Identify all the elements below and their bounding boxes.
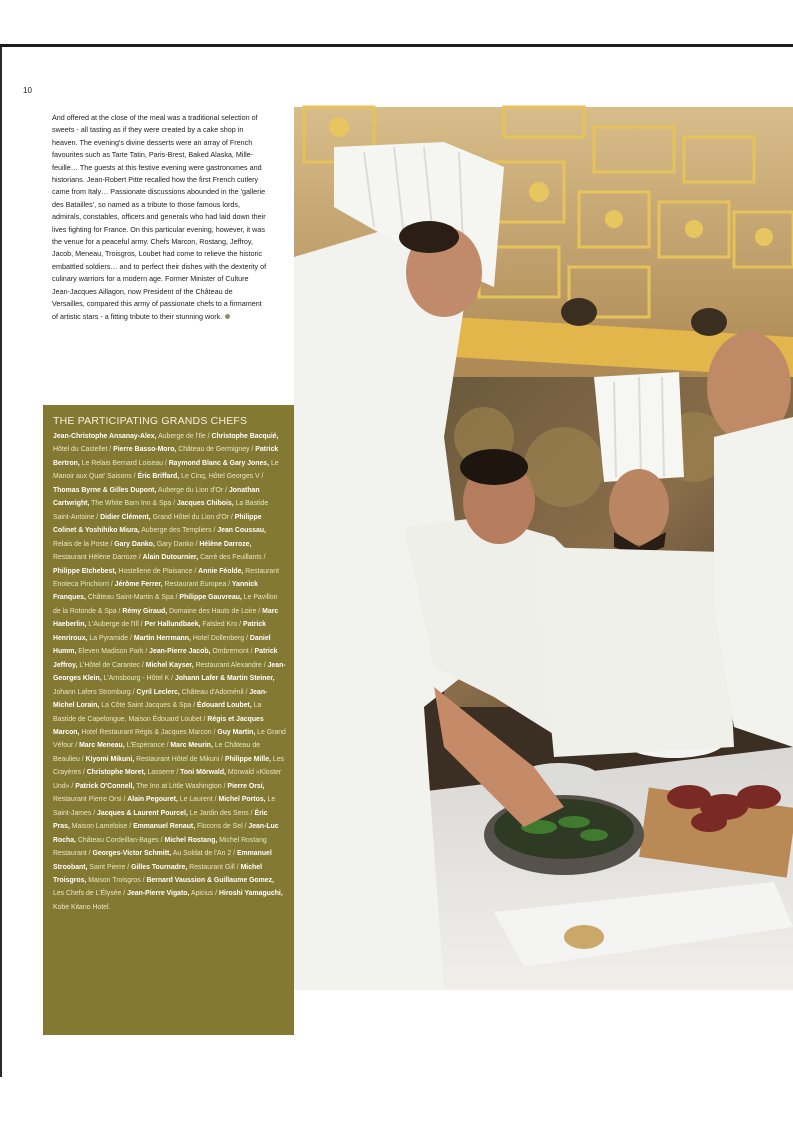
chef-name: Marc Meneau, <box>79 742 125 750</box>
chef-name: Patrick Henriroux, <box>53 621 266 642</box>
chef-restaurant: Restaurant Hôtel de Mikuni <box>136 755 220 763</box>
chef-name: Jean Coussau, <box>217 527 266 535</box>
chef-restaurant: Apicius <box>190 890 214 898</box>
chef-restaurant: Le Laurent <box>179 796 213 804</box>
chef-name: Patrick Bertron, <box>53 446 279 467</box>
chef-name: Alain Dutournier, <box>142 554 199 562</box>
chef-name: Jean-Pierre Jacob, <box>149 648 211 656</box>
chef-name: Jérôme Ferrer, <box>114 580 163 588</box>
chef-restaurant: Restaurant Hélène Darroze <box>53 554 137 562</box>
chef-restaurant: Eleven Madison Park <box>78 648 144 656</box>
chef-name: Michel Portos, <box>218 796 266 804</box>
chef-restaurant: Château Saint-Martin & Spa <box>87 594 174 602</box>
chef-name: Christophe Bacquié, <box>211 433 279 440</box>
chef-restaurant: L'Hôtel de Carantec <box>79 661 140 669</box>
chef-restaurant: Hotel Dollenberg <box>192 634 245 642</box>
chef-restaurant: Hostellerie de Plaisance <box>118 567 193 575</box>
intro-text: And offered at the close of the meal was a traditional selection of sweets - all tasting as if they were created by a cake shop in heaven. The evening's divine desserts were an array of French favourites such as Tarte Tatin, Paris-Brest, Baked Alaska, Mille-feuille… The guests at this festive evening were gastronomes and historians. Jean-Robert Pitte recalled how the first French cutlery came from Italy… Passionate discussions abounded in the 'gallerie des Batailles', so named as a tribute to those famous lords, admirals, constables, officers and generals who had laid down their lives fighting for France. On this particular evening, however, it was the venue for a peaceful army. Chefs Marcon, Rostang, Jeffroy, Jacob, Meneau, Troisgros, Loubet had come to relieve the historic embattled soldiers… and to perfect their dishes with the dexterity of culinary warriors for a modern age. Former Minister of Culture Jean-Jacques Aillagon, now President of the Château de Versailles, compared this army of passionate chefs to a firmament of artistic stars - a fitting tribute to their stunning work. <box>52 113 267 321</box>
chef-restaurant: Restaurant Pierre Orsi <box>53 796 122 804</box>
chef-name: Georges-Victor Schmitt, <box>92 850 172 858</box>
chef-restaurant: La Bastide Saint-Antoine <box>53 500 269 521</box>
chef-restaurant: Les Chefs de L'Élysée <box>53 890 122 898</box>
chef-name: Régis et Jacques Marcon, <box>53 715 264 736</box>
chef-name: Jonathan Cartwright, <box>53 486 260 508</box>
chef-name: Jean-Michel Lorain, <box>53 688 268 710</box>
chef-restaurant: La Bastide de Capelongue, Maison Édouard Loubet <box>53 702 262 723</box>
chef-restaurant: Les Crayères <box>53 755 284 777</box>
chef-name: Philippe Mille, <box>225 755 271 763</box>
chef-name: Pierre Orsi, <box>227 782 265 790</box>
chef-restaurant: Le Pavillon de la Rotonde & Spa <box>53 594 278 615</box>
chef-name: Emmanuel Stroobant, <box>53 850 272 871</box>
chef-restaurant: Relais de la Poste <box>53 540 109 548</box>
chef-name: Cyril Leclerc, <box>136 688 180 696</box>
chef-name: Philippe Etchebest, <box>53 567 117 575</box>
chef-restaurant: Falsled Kro <box>202 621 238 629</box>
chef-name: Patrick O'Connell, <box>75 782 135 790</box>
participating-chefs-box <box>43 405 294 1035</box>
chef-restaurant: Ombremont <box>212 648 249 656</box>
chef-restaurant: Maison Lameloise <box>71 823 128 831</box>
chef-restaurant: Saint Pierre <box>89 863 126 871</box>
chef-name: Jean-Pierre Vigato, <box>127 890 190 898</box>
chef-restaurant: Auberge des Templiers <box>141 527 212 535</box>
chefs-box-title: THE PARTICIPATING GRANDS CHEFS <box>53 415 248 427</box>
chef-restaurant: Le Saint-James <box>53 796 276 817</box>
chef-restaurant: Michel Rostang Restaurant <box>53 836 267 858</box>
chef-restaurant: Hotel Restaurant Régis & Jacques Marcon <box>81 728 212 736</box>
chef-restaurant: La Côte Saint Jacques & Spa <box>101 702 192 710</box>
chef-restaurant: Maison Troisgros <box>88 876 141 884</box>
chef-restaurant: The Inn at Little Washington <box>136 782 222 790</box>
chef-name: Daniel Humm, <box>53 634 271 656</box>
chef-name: Raymond Blanc & Gary Jones, <box>168 459 270 467</box>
chef-name: Jean-Christophe Ansanay-Alex, <box>53 433 157 440</box>
chef-restaurant: Domaine des Hauts de Loire <box>169 607 257 615</box>
chef-name: Gary Danko, <box>114 540 155 548</box>
chef-name: Emmanuel Renaut, <box>133 823 196 831</box>
chef-restaurant: Grand Hôtel du Lion d'Or <box>152 513 229 521</box>
chef-name: Hélène Darroze, <box>199 540 252 548</box>
chef-restaurant: Auberge du Lion d'Or <box>157 486 224 494</box>
chef-restaurant: Auberge de l'Ile <box>158 433 206 440</box>
page-edge <box>0 47 2 1077</box>
chef-name: Michel Kayser, <box>145 661 194 669</box>
chef-name: Éric Pras, <box>53 809 268 831</box>
chef-name: Johann Lafer & Martin Steiner, <box>174 675 275 683</box>
chef-name: Marc Haeberlin, <box>53 607 279 629</box>
chef-name: Per Hallundbaek, <box>144 621 201 629</box>
chef-restaurant: Carré des Feuillants <box>200 554 262 562</box>
chef-restaurant: Lasserre <box>147 769 175 777</box>
chef-restaurant: Flocons de Sel <box>197 823 243 831</box>
chef-name: Philippe Gauvreau, <box>179 594 242 602</box>
chef-name: Patrick Jeffroy, <box>53 648 278 669</box>
chef-name: Guy Martin, <box>217 728 256 736</box>
chef-restaurant: Au Soldat de l'An 2 <box>172 850 232 858</box>
chef-restaurant: Château d'Adoménil <box>181 688 244 696</box>
chef-name: Gilles Tournadre, <box>131 863 188 871</box>
chef-name: Yannick Franques, <box>53 580 258 602</box>
chef-restaurant: Le Grand Véfour <box>53 728 286 750</box>
chef-restaurant: Le Relais Bernard Loiseau <box>81 459 163 467</box>
chef-name: Christophe Moret, <box>86 769 146 777</box>
chef-name: Kiyomi Mikuni, <box>85 755 135 763</box>
chef-name: Philippe Colinet & Yoshihiko Miura, <box>53 513 262 535</box>
chef-restaurant: Le Jardin des Sens <box>189 809 249 817</box>
chef-name: Édouard Loubet, <box>197 702 252 710</box>
chef-restaurant: Restaurant Enoteca Pinchiorri <box>53 567 279 588</box>
chef-name: Hiroshi Yamaguchi, <box>218 890 283 898</box>
chef-name: Jean-Luc Rocha, <box>53 823 279 844</box>
chef-name: Rémy Giraud, <box>122 607 168 615</box>
top-rule <box>0 44 793 47</box>
chef-name: Bernard Vaussion & Guillaume Gomez, <box>146 876 274 884</box>
chef-name: Annie Féolde, <box>198 567 244 575</box>
chefs-kitchen-photo <box>294 107 793 1088</box>
chef-restaurant: L'Auberge de l'Ill <box>88 621 139 629</box>
chef-restaurant: Le Cinq, Hôtel Georges V <box>181 473 260 481</box>
chef-restaurant: The White Barn Inn & Spa <box>91 500 172 508</box>
chef-name: Jacques & Laurent Pourcel, <box>97 809 188 817</box>
page-number: 10 <box>23 86 32 95</box>
chef-name: Jean-Georges Klein, <box>53 661 286 683</box>
chef-name: Pierre Basso-Moro, <box>113 446 177 454</box>
end-of-article-bullet <box>225 314 230 319</box>
chef-restaurant: L'Espérance <box>126 742 165 750</box>
photo-illustration <box>294 107 793 990</box>
chefs-list: Jean-Christophe Ansanay-Alex, Auberge de l'Ile / Christophe Bacquié, Hôtel du Castellet / Pierre Basso-Moro, Château de Germigney / Patrick Bertron, Le Relais Bernard Loiseau / Raymond Blanc & Gary Jones, Le Manoir aux Quat' Saisons / Éric Briffard, Le Cinq, Hôtel Georges V / Thomas Byrne & Gilles Dupont, Auberge du Lion d'Or / Jonathan Cartwright, The White Barn Inn & Spa / Jacques Chibois, La Bastide Saint-Antoine / Didier Clément, Grand Hôtel du Lion d'Or / Philippe Colinet & Yoshihiko Miura, Auberge des Templiers / Jean Coussau, Relais de la Poste / Gary Danko, Gary Danko / Hélène Darroze, Restaurant Hélène Darroze / Alain Dutournier, Carré des Feuillants / Philippe Etchebest, Hostellerie de Plaisance / Annie Féolde, Restaurant Enoteca Pinchiorri / Jérôme Ferrer, Restaurant Europea / Yannick Franques, Château Saint-Martin & Spa / Philippe Gauvreau, Le Pavillon de la Rotonde & Spa / Rémy Giraud, Domaine des Hauts de Loire / Marc Haeberlin, L'Auberge de l'Ill / Per Hallundbaek, Falsled Kro / Patrick Henriroux, La Pyramide / Martin Herrmann, Hotel Dollenberg / Daniel Humm, Eleven Madison Park / Jean-Pierre Jacob, Ombremont / Patrick Jeffroy, L'Hôtel de Carantec / Michel Kayser, Restaurant Alexandre / Jean-Georges Klein, L'Arnsbourg - Hôtel K / Johann Lafer & Martin Steiner, Johann Lafers Stromburg / Cyril Leclerc, Château d'Adoménil / Jean-Michel Lorain, La Côte Saint Jacques & Spa / Édouard Loubet, La Bastide de Capelongue, Maison Édouard Loubet / Régis et Jacques Marcon, Hotel Restaurant Régis & Jacques Marcon / Guy Martin, Le Grand Véfour / Marc Meneau, L'Espérance / Marc Meurin, Le Château de Beaulieu / Kiyomi Mikuni, Restaurant Hôtel de Mikuni / Philippe Mille, Les Crayères / Christophe Moret, Lasserre / Toni Mörwald, Mörwald «Kloster Und» / Patrick O'Connell, The Inn at Little Washington / Pierre Orsi, Restaurant Pierre Orsi / Alain Pegouret, Le Laurent / Michel Portos, Le Saint-James / Jacques & Laurent Pourcel, Le Jardin des Sens / Éric Pras, Maison Lameloise / Emmanuel Renaut, Flocons de Sel / Jean-Luc Rocha, Château Cordeillan-Bages / Michel Rostang, Michel Rostang Restaurant / Georges-Victor Schmitt, Au Soldat de l'An 2 / Emmanuel Stroobant, Saint Pierre / Gilles Tournadre, Restaurant Gill / Michel Troisgros, Maison Troisgros / Bernard Vaussion & Guillaume Gomez, Les Chefs de L'Élysée / Jean-Pierre Vigato, Apicius / Hiroshi Yamaguchi, Kobe Kitano Hotel. <box>53 433 286 911</box>
chef-name: Éric Briffard, <box>137 473 180 481</box>
chef-restaurant: Restaurant Europea <box>164 580 227 588</box>
chef-name: Jacques Chibois, <box>176 500 234 508</box>
chef-name: Didier Clément, <box>100 513 151 521</box>
chef-name: Michel Troisgros, <box>53 863 263 884</box>
chef-restaurant: Château de Germigney <box>178 446 250 454</box>
chef-name: Martin Herrmann, <box>133 634 191 642</box>
chef-restaurant: Hôtel du Castellet <box>53 446 108 454</box>
chef-name: Marc Meurin, <box>170 742 213 750</box>
chef-restaurant: Gary Danko <box>156 540 194 548</box>
chef-restaurant: Château Cordeillan-Bages <box>77 836 159 844</box>
chef-restaurant: Le Château de Beaulieu <box>53 742 261 763</box>
chef-restaurant: Kobe Kitano Hotel. <box>53 903 111 911</box>
chef-restaurant: Le Manoir aux Quat' Saisons <box>53 459 279 481</box>
chef-name: Toni Mörwald, <box>180 769 226 777</box>
chef-restaurant: L'Arnsbourg - Hôtel K <box>103 675 170 683</box>
chef-restaurant: Restaurant Gill <box>189 863 235 871</box>
chef-name: Alain Pegouret, <box>127 796 178 804</box>
chef-restaurant: Mörwald «Kloster Und» <box>53 769 282 790</box>
intro-paragraph <box>52 112 267 323</box>
photo-caption-number: 1 <box>596 1082 600 1088</box>
chef-name: Michel Rostang, <box>164 836 218 844</box>
chef-restaurant: Restaurant Alexandre <box>195 661 262 669</box>
chef-restaurant: La Pyramide <box>89 634 129 642</box>
chef-restaurant: Johann Lafers Stromburg <box>53 688 131 696</box>
chef-name: Thomas Byrne & Gilles Dupont, <box>53 486 157 494</box>
